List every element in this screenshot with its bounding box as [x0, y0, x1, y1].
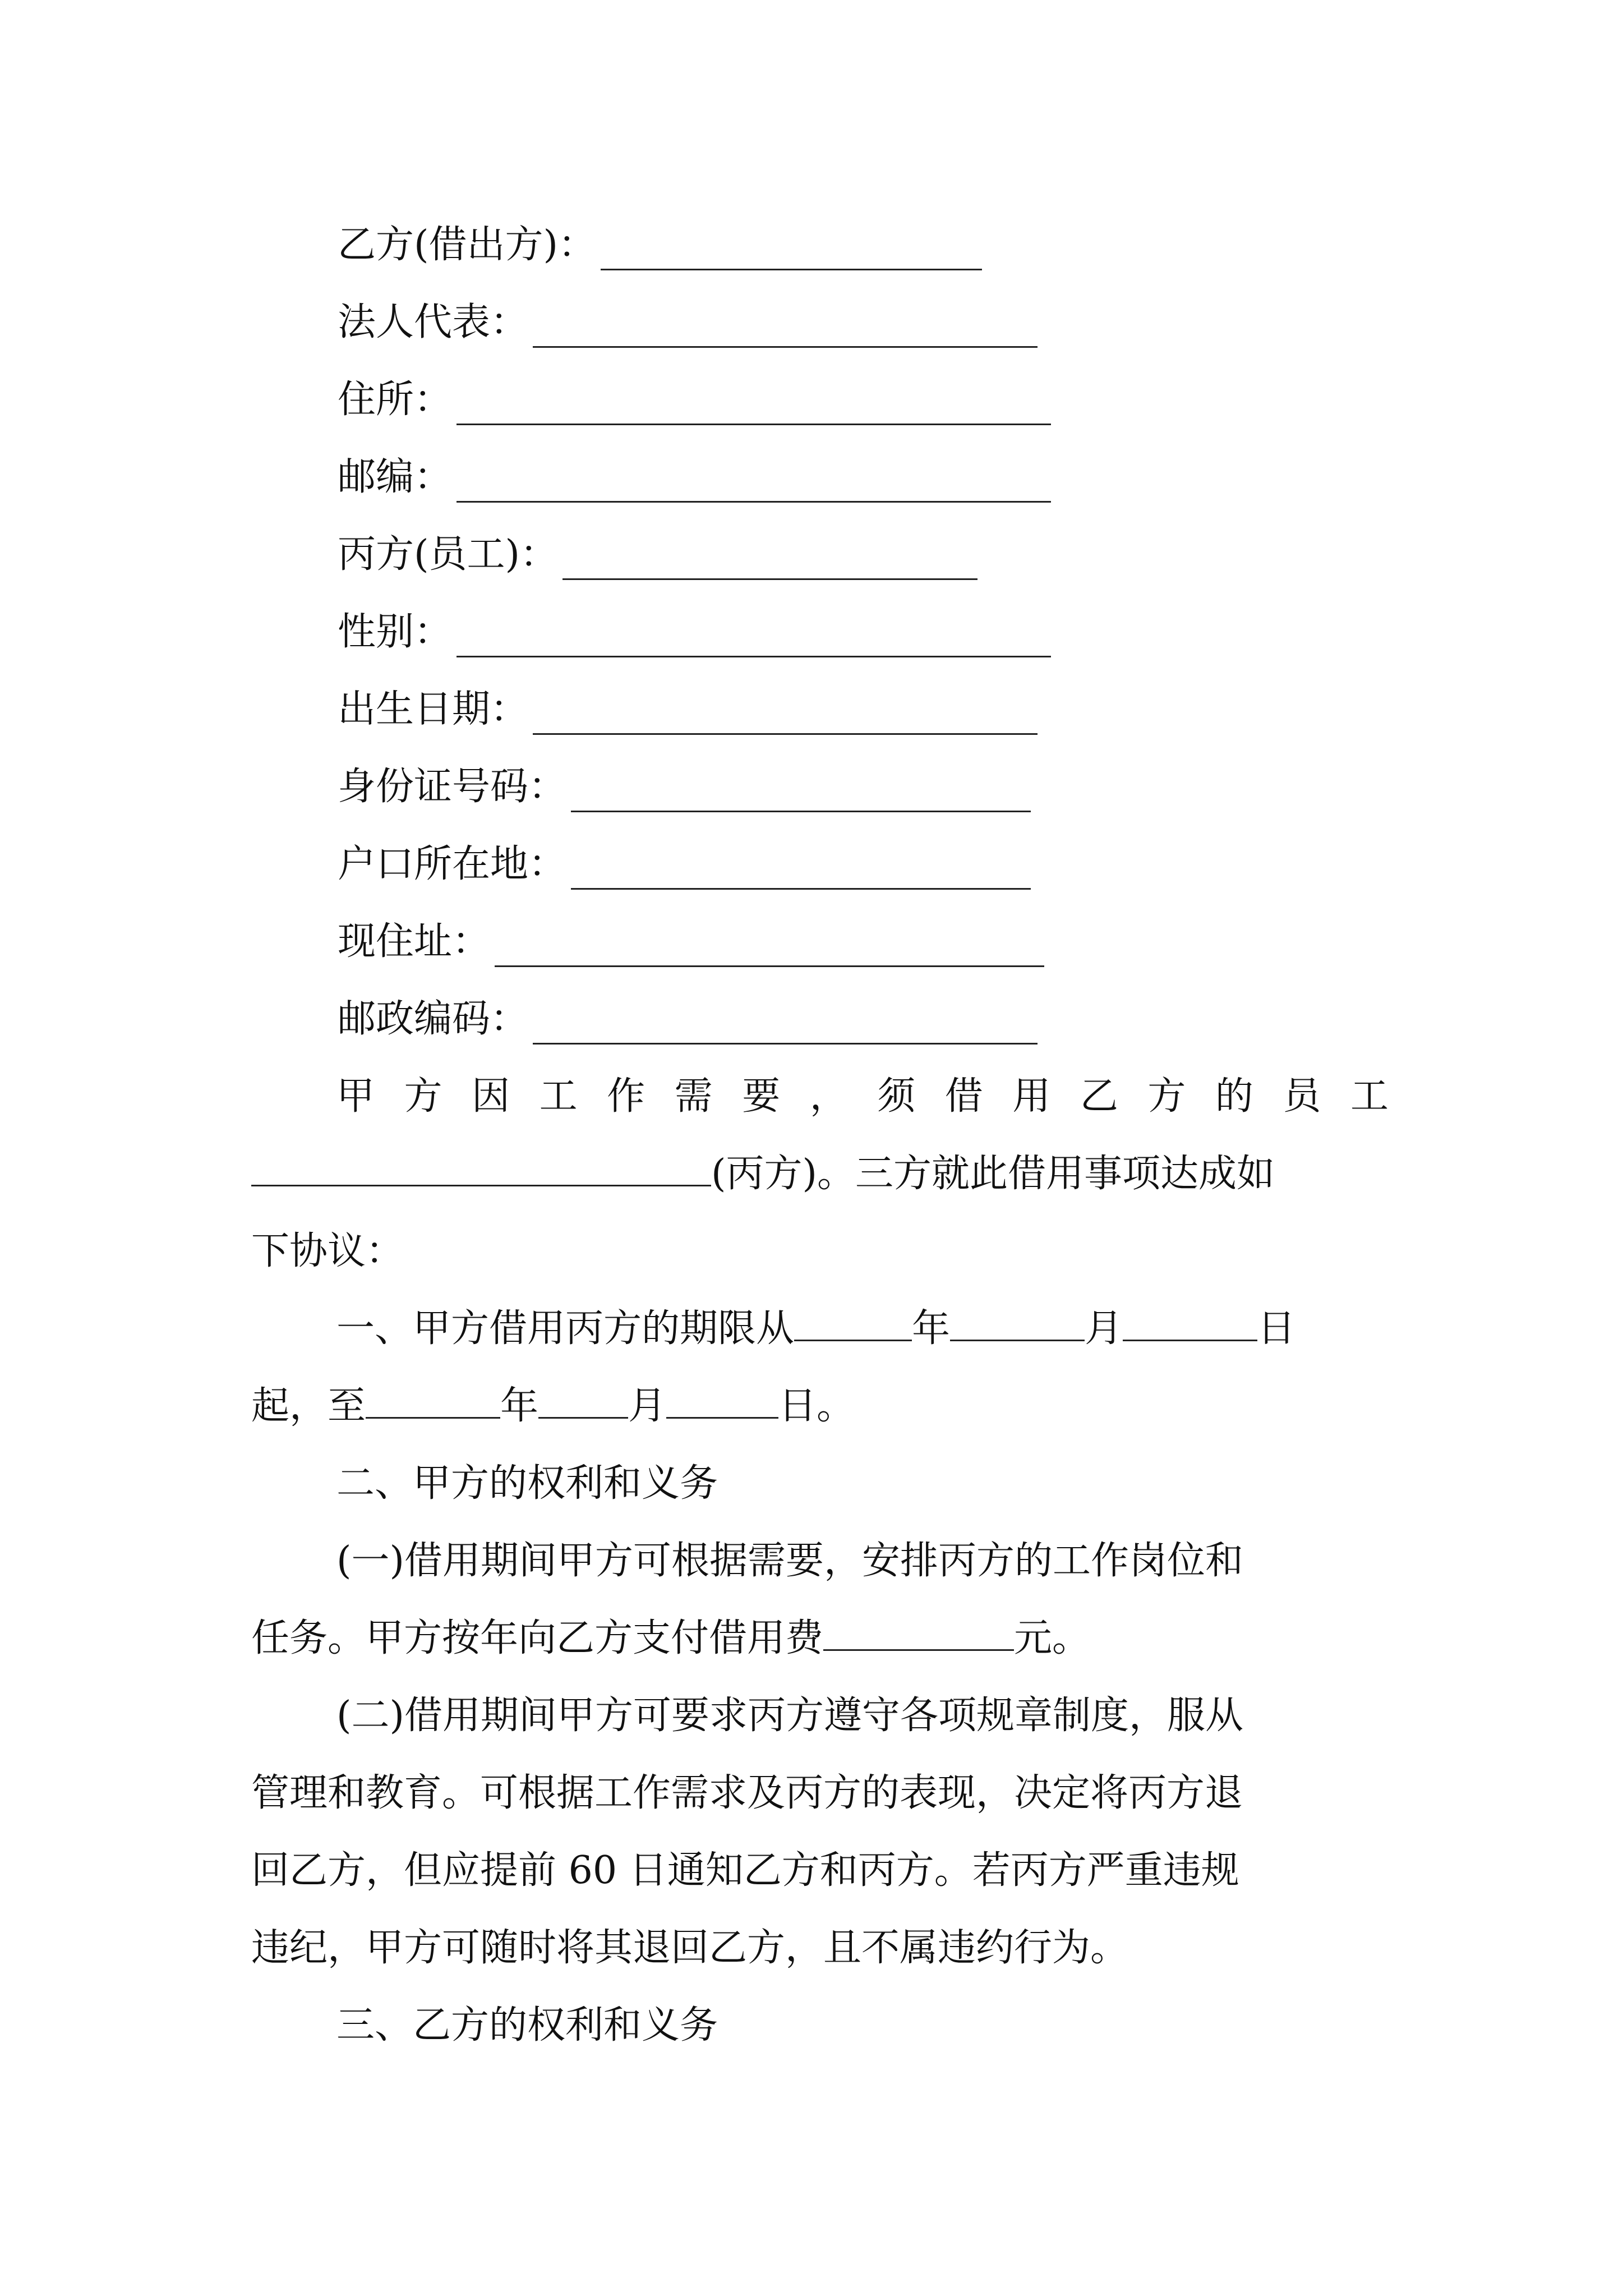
clause-1-line-2: 起，至 年 月 日。: [251, 1384, 855, 1428]
employee-name-blank[interactable]: [251, 1151, 711, 1186]
fill-blank[interactable]: [601, 229, 982, 270]
start-year-blank[interactable]: [794, 1306, 912, 1341]
fill-blank[interactable]: [533, 1004, 1038, 1045]
field-birthdate: [338, 684, 1038, 735]
field-label: 乙方(借出方)：: [338, 223, 597, 267]
end-month-blank[interactable]: [538, 1383, 628, 1419]
fill-blank[interactable]: [457, 616, 1051, 657]
field-label: 法人代表：: [338, 300, 529, 344]
fill-blank[interactable]: [533, 307, 1038, 348]
field-gender: [338, 607, 1051, 657]
fill-blank[interactable]: [533, 694, 1038, 735]
field-legal-rep: [338, 297, 1038, 348]
section-2-title: 二、甲方的权利和义务: [336, 1461, 718, 1506]
field-employee: [338, 530, 978, 580]
section-3-title: 三、乙方的权利和义务: [336, 2003, 718, 2047]
s2-item-2-line-1: (二)借用期间甲方可要求丙方遵守各项规章制度，服从: [336, 1694, 1244, 1738]
end-day-blank[interactable]: [666, 1383, 778, 1419]
field-current-address: [338, 917, 1044, 967]
fill-blank[interactable]: [571, 849, 1031, 890]
s2-item-2-line-3: 回乙方，但应提前 60 日通知乙方和丙方。若丙方严重违规: [251, 1848, 1239, 1893]
start-month-blank[interactable]: [950, 1306, 1085, 1341]
field-postal-code: [338, 994, 1038, 1045]
intro-paragraph: [251, 1058, 1389, 1290]
field-label: 住所：: [338, 378, 453, 422]
field-label: 邮编：: [338, 455, 453, 499]
clause-1-line-1: 一、甲方借用丙方的期限从 年 月 日: [336, 1306, 1296, 1351]
borrow-fee-blank[interactable]: [823, 1616, 1014, 1651]
fill-blank[interactable]: [457, 462, 1051, 503]
fill-blank[interactable]: [457, 384, 1051, 425]
field-lender: [338, 220, 982, 270]
field-postcode: [338, 452, 1051, 503]
intro-line-2: (丙方)。三方就此借用事项达成如: [251, 1135, 1389, 1213]
field-label: 出生日期：: [338, 687, 529, 731]
field-label: 性别：: [338, 610, 453, 654]
intro-line-3: 下协议：: [251, 1229, 404, 1273]
start-day-blank[interactable]: [1123, 1306, 1257, 1341]
field-label: 现住址：: [338, 919, 491, 964]
s2-item-2-line-2: 管理和教育。可根据工作需求及丙方的表现，决定将丙方退: [251, 1771, 1243, 1815]
field-id-number: [338, 762, 1031, 812]
clause-1: [251, 1290, 1389, 1445]
field-hukou: [338, 839, 1031, 890]
s2-item-1-line-1: (一)借用期间甲方可根据需要，安排丙方的工作岗位和: [336, 1539, 1244, 1583]
field-address: [338, 375, 1051, 425]
field-label: 邮政编码：: [338, 997, 529, 1041]
end-year-blank[interactable]: [366, 1383, 500, 1419]
fill-blank[interactable]: [571, 771, 1031, 812]
field-label: 丙方(员工)：: [338, 532, 559, 577]
field-label: 身份证号码：: [338, 765, 567, 809]
fill-blank[interactable]: [495, 926, 1044, 967]
intro-line-1: 甲 方 因 工 作 需 要 ， 须 借 用 乙 方 的 员 工: [336, 1074, 1389, 1119]
section-2-item-1: [251, 1522, 1389, 1677]
field-label: 户口所在地：: [338, 842, 567, 886]
fill-blank[interactable]: [562, 539, 978, 580]
section-2-item-2: [251, 1677, 1389, 1987]
s2-item-2-line-4: 违纪，甲方可随时将其退回乙方，且不属违约行为。: [251, 1926, 1129, 1970]
s2-item-1-line-2: 任务。甲方按年向乙方支付借用费 元。: [251, 1616, 1091, 1660]
